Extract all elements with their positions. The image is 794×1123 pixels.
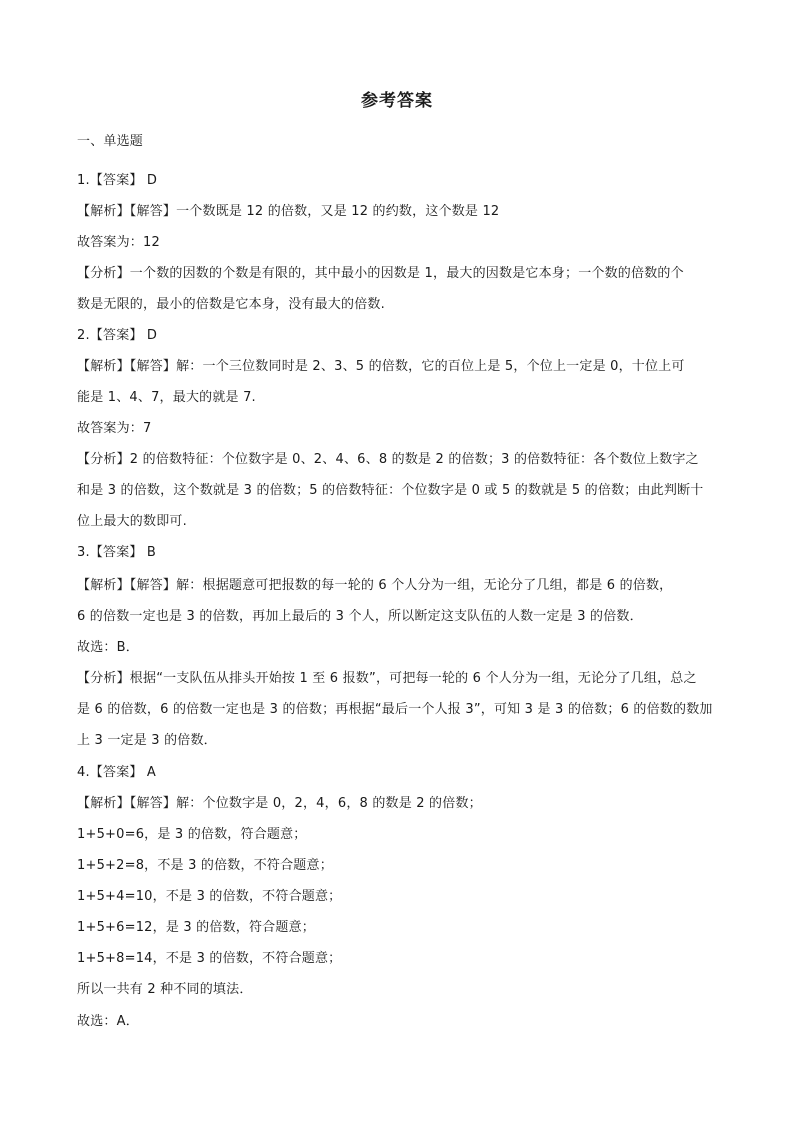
answer-1-conclusion: 故答案为：12 — [77, 235, 160, 250]
answer-2-label: 2.【答案】 D — [77, 328, 158, 343]
answer-4-case-0: 1+5+0=6，是 3 的倍数，符合题意； — [77, 827, 307, 842]
answer-4-conclusion: 故选：A． — [77, 1014, 139, 1029]
answer-3-note-line-3: 上 3 一定是 3 的倍数． — [77, 733, 217, 748]
answer-4-label: 4.【答案】 A — [77, 765, 157, 780]
answer-3-note-line-2: 是 6 的倍数，6 的倍数一定也是 3 的倍数；再根据“最后一个人报 3”，可知 3 是 3 的倍数；6 的倍数的数加 — [77, 702, 713, 717]
answer-4-case-2: 1+5+2=8，不是 3 的倍数，不符合题意； — [77, 858, 333, 873]
answer-2-analysis-line-2: 能是 1、4、7，最大的就是 7. — [77, 390, 256, 405]
answer-2-conclusion: 故答案为：7 — [77, 421, 152, 436]
answer-2-note-line-2: 和是 3 的倍数，这个数就是 3 的倍数；5 的倍数特征：个位数字是 0 或 5 的数就是 5 的倍数；由此判断十 — [77, 483, 704, 498]
answer-1-note-line-2: 数是无限的，最小的倍数是它本身，没有最大的倍数. — [77, 297, 385, 312]
page-title: 参考答案 — [361, 91, 433, 111]
answer-3-analysis-line-2: 6 的倍数一定也是 3 的倍数，再加上最后的 3 个人，所以断定这支队伍的人数一定是 3 的倍数． — [77, 609, 643, 624]
answer-3-note-line-1: 【分析】根据“一支队伍从排头开始按 1 至 6 报数”，可把每一轮的 6 个人分为一组，无论分了几组，总之 — [77, 671, 697, 686]
answer-3-analysis-line-1: 【解析】【解答】解：根据题意可把报数的每一轮的 6 个人分为一组，无论分了几组，都是 6 的倍数， — [77, 578, 673, 593]
answer-4-case-8: 1+5+8=14，不是 3 的倍数，不符合题意； — [77, 951, 342, 966]
answer-1-analysis: 【解析】【解答】一个数既是 12 的倍数，又是 12 的约数，这个数是 12 — [77, 204, 500, 219]
answer-4-case-4: 1+5+4=10，不是 3 的倍数，不符合题意； — [77, 889, 342, 904]
answer-2-note-line-1: 【分析】2 的倍数特征：个位数字是 0、2、4、6、8 的数是 2 的倍数；3 的倍数特征：各个数位上数字之 — [77, 452, 699, 467]
answer-2-note-line-3: 位上最大的数即可. — [77, 514, 187, 529]
answer-3-conclusion: 故选：B． — [77, 640, 139, 655]
answer-3-label: 3.【答案】 B — [77, 545, 157, 560]
answer-4-summary: 所以一共有 2 种不同的填法． — [77, 982, 253, 997]
answer-2-analysis-line-1: 【解析】【解答】解：一个三位数同时是 2、3、5 的倍数，它的百位上是 5，个位上一定是 0，十位上可 — [77, 359, 685, 374]
answer-1-label: 1.【答案】 D — [77, 173, 158, 188]
answer-4-analysis: 【解析】【解答】解：个位数字是 0，2，4，6，8 的数是 2 的倍数； — [77, 796, 482, 811]
section-heading: 一、单选题 — [77, 134, 144, 149]
answer-1-note-line-1: 【分析】一个数的因数的个数是有限的，其中最小的因数是 1，最大的因数是它本身；一个数的倍数的个 — [77, 266, 684, 281]
answer-4-case-6: 1+5+6=12，是 3 的倍数，符合题意； — [77, 920, 315, 935]
